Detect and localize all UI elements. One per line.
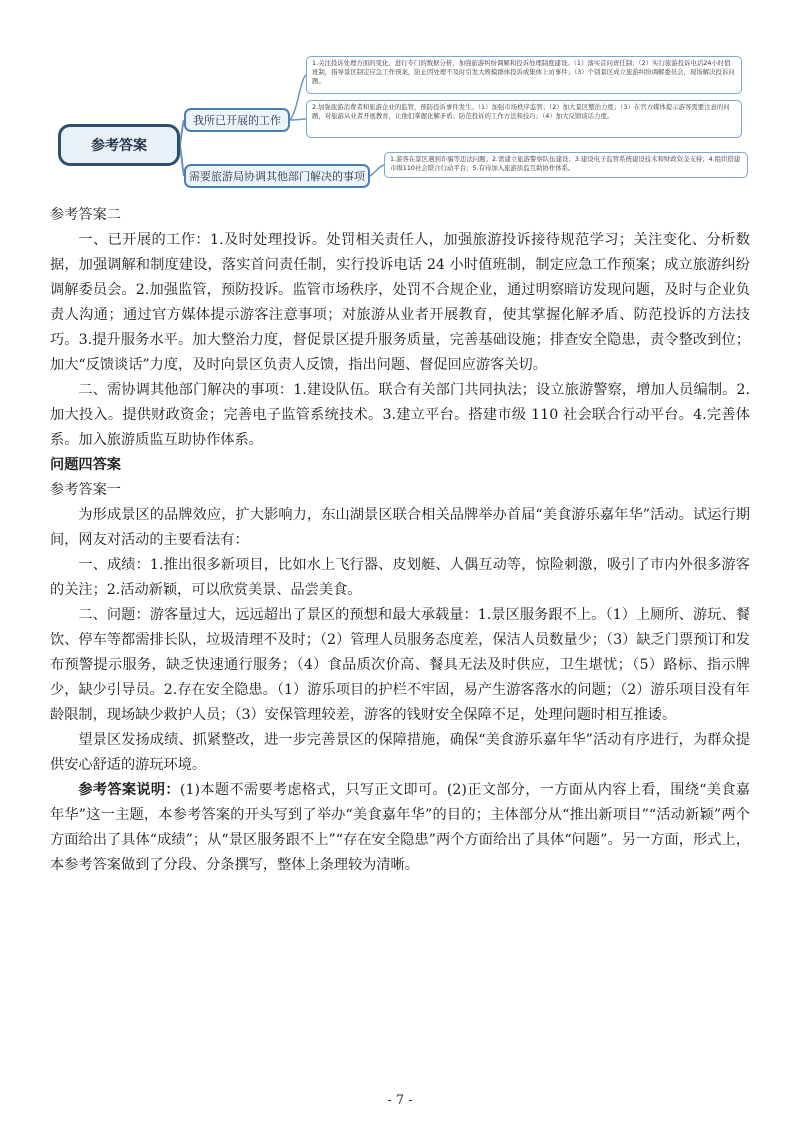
mind-map-leaf-2: 2.加强旅游消费者和旅游企业的监管，预防投诉事件发生。（1）加强市场秩序监管；（2）加大景区整治力度；（3）在官方媒体提示游客需要注意的问题，对旅游从业者开展教育，让他们掌握化解矛盾、防范投诉的工作方法和技巧；（4）加大反馈谈话力度。	[306, 100, 742, 138]
paragraph-intro: 为形成景区的品牌效应，扩大影响力，东山湖景区联合相关品牌举办首届“美食游乐嘉年华”活动。试运行期间，网友对活动的主要看法有：	[50, 507, 750, 548]
paragraph-completed-work: 一、已开展的工作：1.及时处理投诉。处罚相关责任人，加强旅游投诉接待规范学习；关注变化、分析数据，加强调解和制度建设，落实首问责任制，实行投诉电话 24 小时值班制，制定应急工作预案；成立旅游纠纷调解委员会。2.加强监管，预防投诉。监管市场秩序，处罚不合规企业，通过明察暗访发现问题，及时与企业负责人沟通；通过官方媒体提示游客注意事项；对旅游从业者开展教育，使其掌握化解矛盾、防范投诉的方法技巧。3.提升服务水平。加大整治力度，督促景区提升服务质量，完善基础设施；排查安全隐患，责令整改到位；加大“反馈谈话”力度，及时向景区负责人反馈，指出问题、督促回应游客关切。	[50, 232, 750, 373]
page-number: - 7 -	[387, 1093, 413, 1108]
mind-map	[0, 0, 800, 200]
heading-question-four: 问题四答案	[50, 457, 121, 473]
mind-map-branch-completed-work: 我所已开展的工作	[184, 108, 290, 132]
mind-map-branch-coordination: 需要旅游局协调其他部门解决的事项	[184, 164, 370, 188]
paragraph-conclusion: 望景区发扬成绩、抓紧整改，进一步完善景区的保障措施，确保“美食游乐嘉年华”活动有序进行，为群众提供安心舒适的游玩环境。	[50, 732, 750, 773]
mind-map-root: 参考答案	[58, 124, 180, 166]
paragraph-coordination: 二、需协调其他部门解决的事项：1.建设队伍。联合有关部门共同执法；设立旅游警察，增加人员编制。2.加大投入。提供财政资金；完善电子监管系统技术。3.建立平台。搭建市级 110 社会联合行动平台。4.完善体系。加入旅游质监互助协作体系。	[50, 382, 750, 448]
mind-map-leaf-3: 1.游客在景区遇到诈骗等违法问题；2.需建立旅游警察队伍建设；3.建设电子监管系统建设技术和财政资金支持；4.组织搭建市级110社会联合行动平台；5.有待加入旅游质监互助协作体系。	[384, 152, 748, 178]
paragraph-note	[50, 778, 750, 878]
paragraph-problems: 二、问题：游客量过大，远远超出了景区的预想和最大承载量：1.景区服务跟不上。（1）上厕所、游玩、餐饮、停车等都需排长队，垃圾清理不及时；（2）管理人员服务态度差，保洁人员数量少；（3）缺乏门票预订和发布预警提示服务，缺乏快速通行服务；（4）食品质次价高、餐具无法及时供应，卫生堪忧；（5）路标、指示牌少，缺少引导员。2.存在安全隐患。（1）游乐项目的护栏不牢固，易产生游客落水的问题；（2）游乐项目没有年龄限制，现场缺少救护人员；（3）安保管理较差，游客的钱财安全保障不足，处理问题时相互推诿。	[50, 607, 750, 723]
mind-map-leaf-1: 1.关注投诉处理方面的变化，进行专门的数据分析，加强旅游纠纷调解和投诉处理制度建设。（1）落实首问责任制；（2）实行旅游投诉电话24小时值班制，指导景区制定应急工作预案，防止因处理不及时引发大规模群体投诉或集体上访事件；（3）个别景区成立旅游纠纷调解委员会，现场解决投诉问题。	[306, 56, 742, 94]
heading-answer-one: 参考答案一	[50, 482, 121, 498]
answer-body	[50, 203, 750, 878]
heading-answer-two: 参考答案二	[50, 207, 121, 223]
note-label: 参考答案说明：	[78, 782, 180, 798]
note-text: (1)本题不需要考虑格式，只写正文即可。(2)正文部分，一方面从内容上看，围绕“美食嘉年华”这一主题，本参考答案的开头写到了举办“美食嘉年华”的目的；主体部分从“推出新项目”“活动新颖”两个方面给出了具体“成绩”；从“景区服务跟不上”“存在安全隐患”两个方面给出了具体“问题”。另一方面，形式上，本参考答案做到了分段、分条撰写，整体上条理较为清晰。	[50, 782, 750, 873]
paragraph-achievements: 一、成绩：1.推出很多新项目，比如水上飞行器、皮划艇、人偶互动等，惊险刺激，吸引了市内外很多游客的关注；2.活动新颖，可以欣赏美景、品尝美食。	[50, 557, 750, 598]
